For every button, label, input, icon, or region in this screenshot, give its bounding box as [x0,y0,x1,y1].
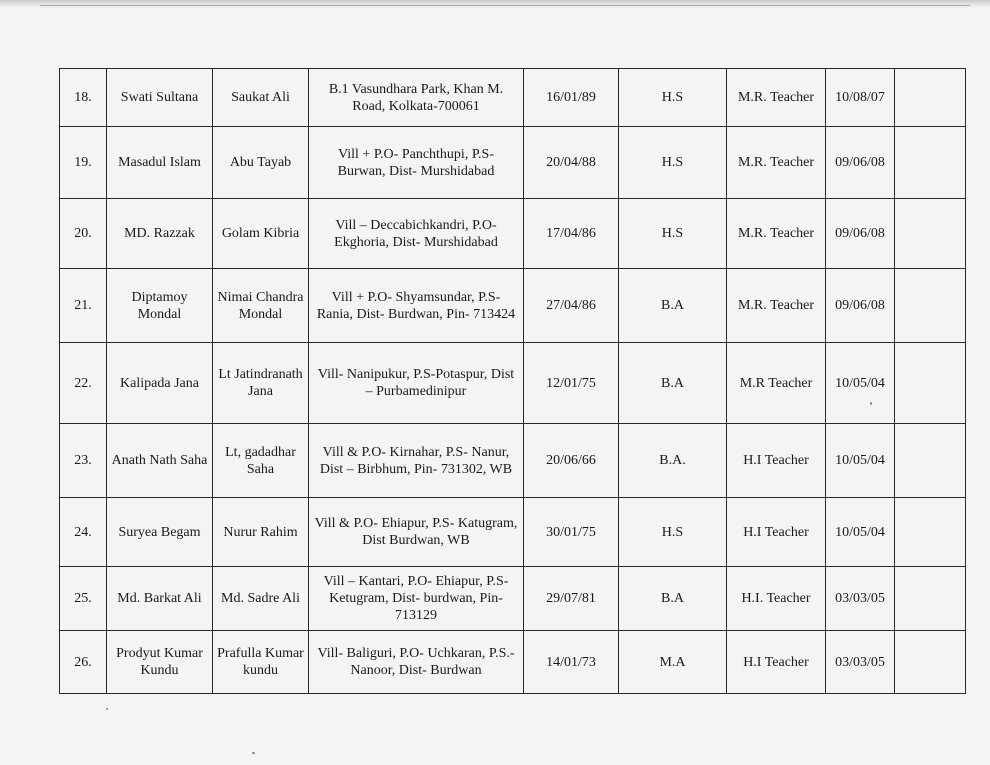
address-cell: Vill- Nanipukur, P.S-Potaspur, Dist – Purbamedinipur [309,343,524,424]
date-of-birth-cell: 17/04/86 [524,199,619,269]
guardian-name-cell: Md. Sadre Ali [213,567,309,631]
designation-cell: M.R. Teacher [727,269,826,343]
remarks-cell [895,498,966,567]
name-cell: Suryea Begam [107,498,213,567]
table-row [60,343,966,424]
address-cell: Vill + P.O- Shyamsundar, P.S- Rania, Dist- Burdwan, Pin- 713424 [309,269,524,343]
name-cell: Masadul Islam [107,127,213,199]
joining-date-cell: 10/08/07 [826,69,895,127]
date-of-birth-cell: 12/01/75 [524,343,619,424]
date-of-birth-cell: 30/01/75 [524,498,619,567]
joining-date-cell: 09/06/08 [826,127,895,199]
guardian-name-cell: Golam Kibria [213,199,309,269]
address-cell: Vill – Deccabichkandri, P.O- Ekghoria, Dist- Murshidabad [309,199,524,269]
table-row [60,269,966,343]
scan-speck [106,708,108,710]
name-cell: Kalipada Jana [107,343,213,424]
remarks-cell [895,424,966,498]
address-cell: Vill- Baliguri, P.O- Uchkaran, P.S.- Nanoor, Dist- Burdwan [309,631,524,694]
qualification-cell: B.A. [619,424,727,498]
date-of-birth-cell: 16/01/89 [524,69,619,127]
name-cell: MD. Razzak [107,199,213,269]
joining-date-cell: 03/03/05 [826,567,895,631]
date-of-birth-cell: 14/01/73 [524,631,619,694]
qualification-cell: B.A [619,269,727,343]
address-cell: Vill – Kantari, P.O- Ehiapur, P.S- Ketugram, Dist- burdwan, Pin- 713129 [309,567,524,631]
qualification-cell: B.A [619,343,727,424]
designation-cell: H.I. Teacher [727,567,826,631]
joining-date-cell: 10/05/04 [826,498,895,567]
scan-speck [870,402,872,405]
serial-number-cell: 22. [60,343,107,424]
address-cell: Vill + P.O- Panchthupi, P.S- Burwan, Dist- Murshidabad [309,127,524,199]
qualification-cell: H.S [619,69,727,127]
serial-number-cell: 26. [60,631,107,694]
designation-cell: M.R Teacher [727,343,826,424]
designation-cell: M.R. Teacher [727,199,826,269]
date-of-birth-cell: 20/06/66 [524,424,619,498]
remarks-cell [895,69,966,127]
scan-speck [252,751,256,754]
table-row [60,199,966,269]
remarks-cell [895,343,966,424]
date-of-birth-cell: 20/04/88 [524,127,619,199]
remarks-cell [895,127,966,199]
qualification-cell: H.S [619,498,727,567]
guardian-name-cell: Lt Jatindranath Jana [213,343,309,424]
joining-date-cell: 03/03/05 [826,631,895,694]
table-row [60,69,966,127]
serial-number-cell: 24. [60,498,107,567]
designation-cell: H.I Teacher [727,631,826,694]
designation-cell: M.R. Teacher [727,127,826,199]
date-of-birth-cell: 29/07/81 [524,567,619,631]
scan-top-edge [0,0,990,8]
designation-cell: H.I Teacher [727,498,826,567]
name-cell: Anath Nath Saha [107,424,213,498]
staff-table [59,68,966,694]
table-row [60,631,966,694]
guardian-name-cell: Lt, gadadhar Saha [213,424,309,498]
designation-cell: M.R. Teacher [727,69,826,127]
name-cell: Prodyut Kumar Kundu [107,631,213,694]
serial-number-cell: 23. [60,424,107,498]
serial-number-cell: 18. [60,69,107,127]
guardian-name-cell: Saukat Ali [213,69,309,127]
guardian-name-cell: Prafulla Kumar kundu [213,631,309,694]
qualification-cell: H.S [619,127,727,199]
designation-cell: H.I Teacher [727,424,826,498]
date-of-birth-cell: 27/04/86 [524,269,619,343]
serial-number-cell: 20. [60,199,107,269]
name-cell: Md. Barkat Ali [107,567,213,631]
joining-date-cell: 09/06/08 [826,199,895,269]
remarks-cell [895,199,966,269]
qualification-cell: B.A [619,567,727,631]
table-row [60,498,966,567]
name-cell: Swati Sultana [107,69,213,127]
joining-date-cell: 09/06/08 [826,269,895,343]
address-cell: B.1 Vasundhara Park, Khan M. Road, Kolkata-700061 [309,69,524,127]
guardian-name-cell: Nimai Chandra Mondal [213,269,309,343]
remarks-cell [895,269,966,343]
guardian-name-cell: Abu Tayab [213,127,309,199]
table-row [60,424,966,498]
table-row [60,127,966,199]
joining-date-cell: 10/05/04 [826,343,895,424]
address-cell: Vill & P.O- Ehiapur, P.S- Katugram, Dist Burdwan, WB [309,498,524,567]
serial-number-cell: 25. [60,567,107,631]
table-row [60,567,966,631]
qualification-cell: H.S [619,199,727,269]
serial-number-cell: 19. [60,127,107,199]
guardian-name-cell: Nurur Rahim [213,498,309,567]
qualification-cell: M.A [619,631,727,694]
remarks-cell [895,567,966,631]
scan-top-line [40,5,970,6]
address-cell: Vill & P.O- Kirnahar, P.S- Nanur, Dist – Birbhum, Pin- 731302, WB [309,424,524,498]
name-cell: Diptamoy Mondal [107,269,213,343]
remarks-cell [895,631,966,694]
joining-date-cell: 10/05/04 [826,424,895,498]
serial-number-cell: 21. [60,269,107,343]
